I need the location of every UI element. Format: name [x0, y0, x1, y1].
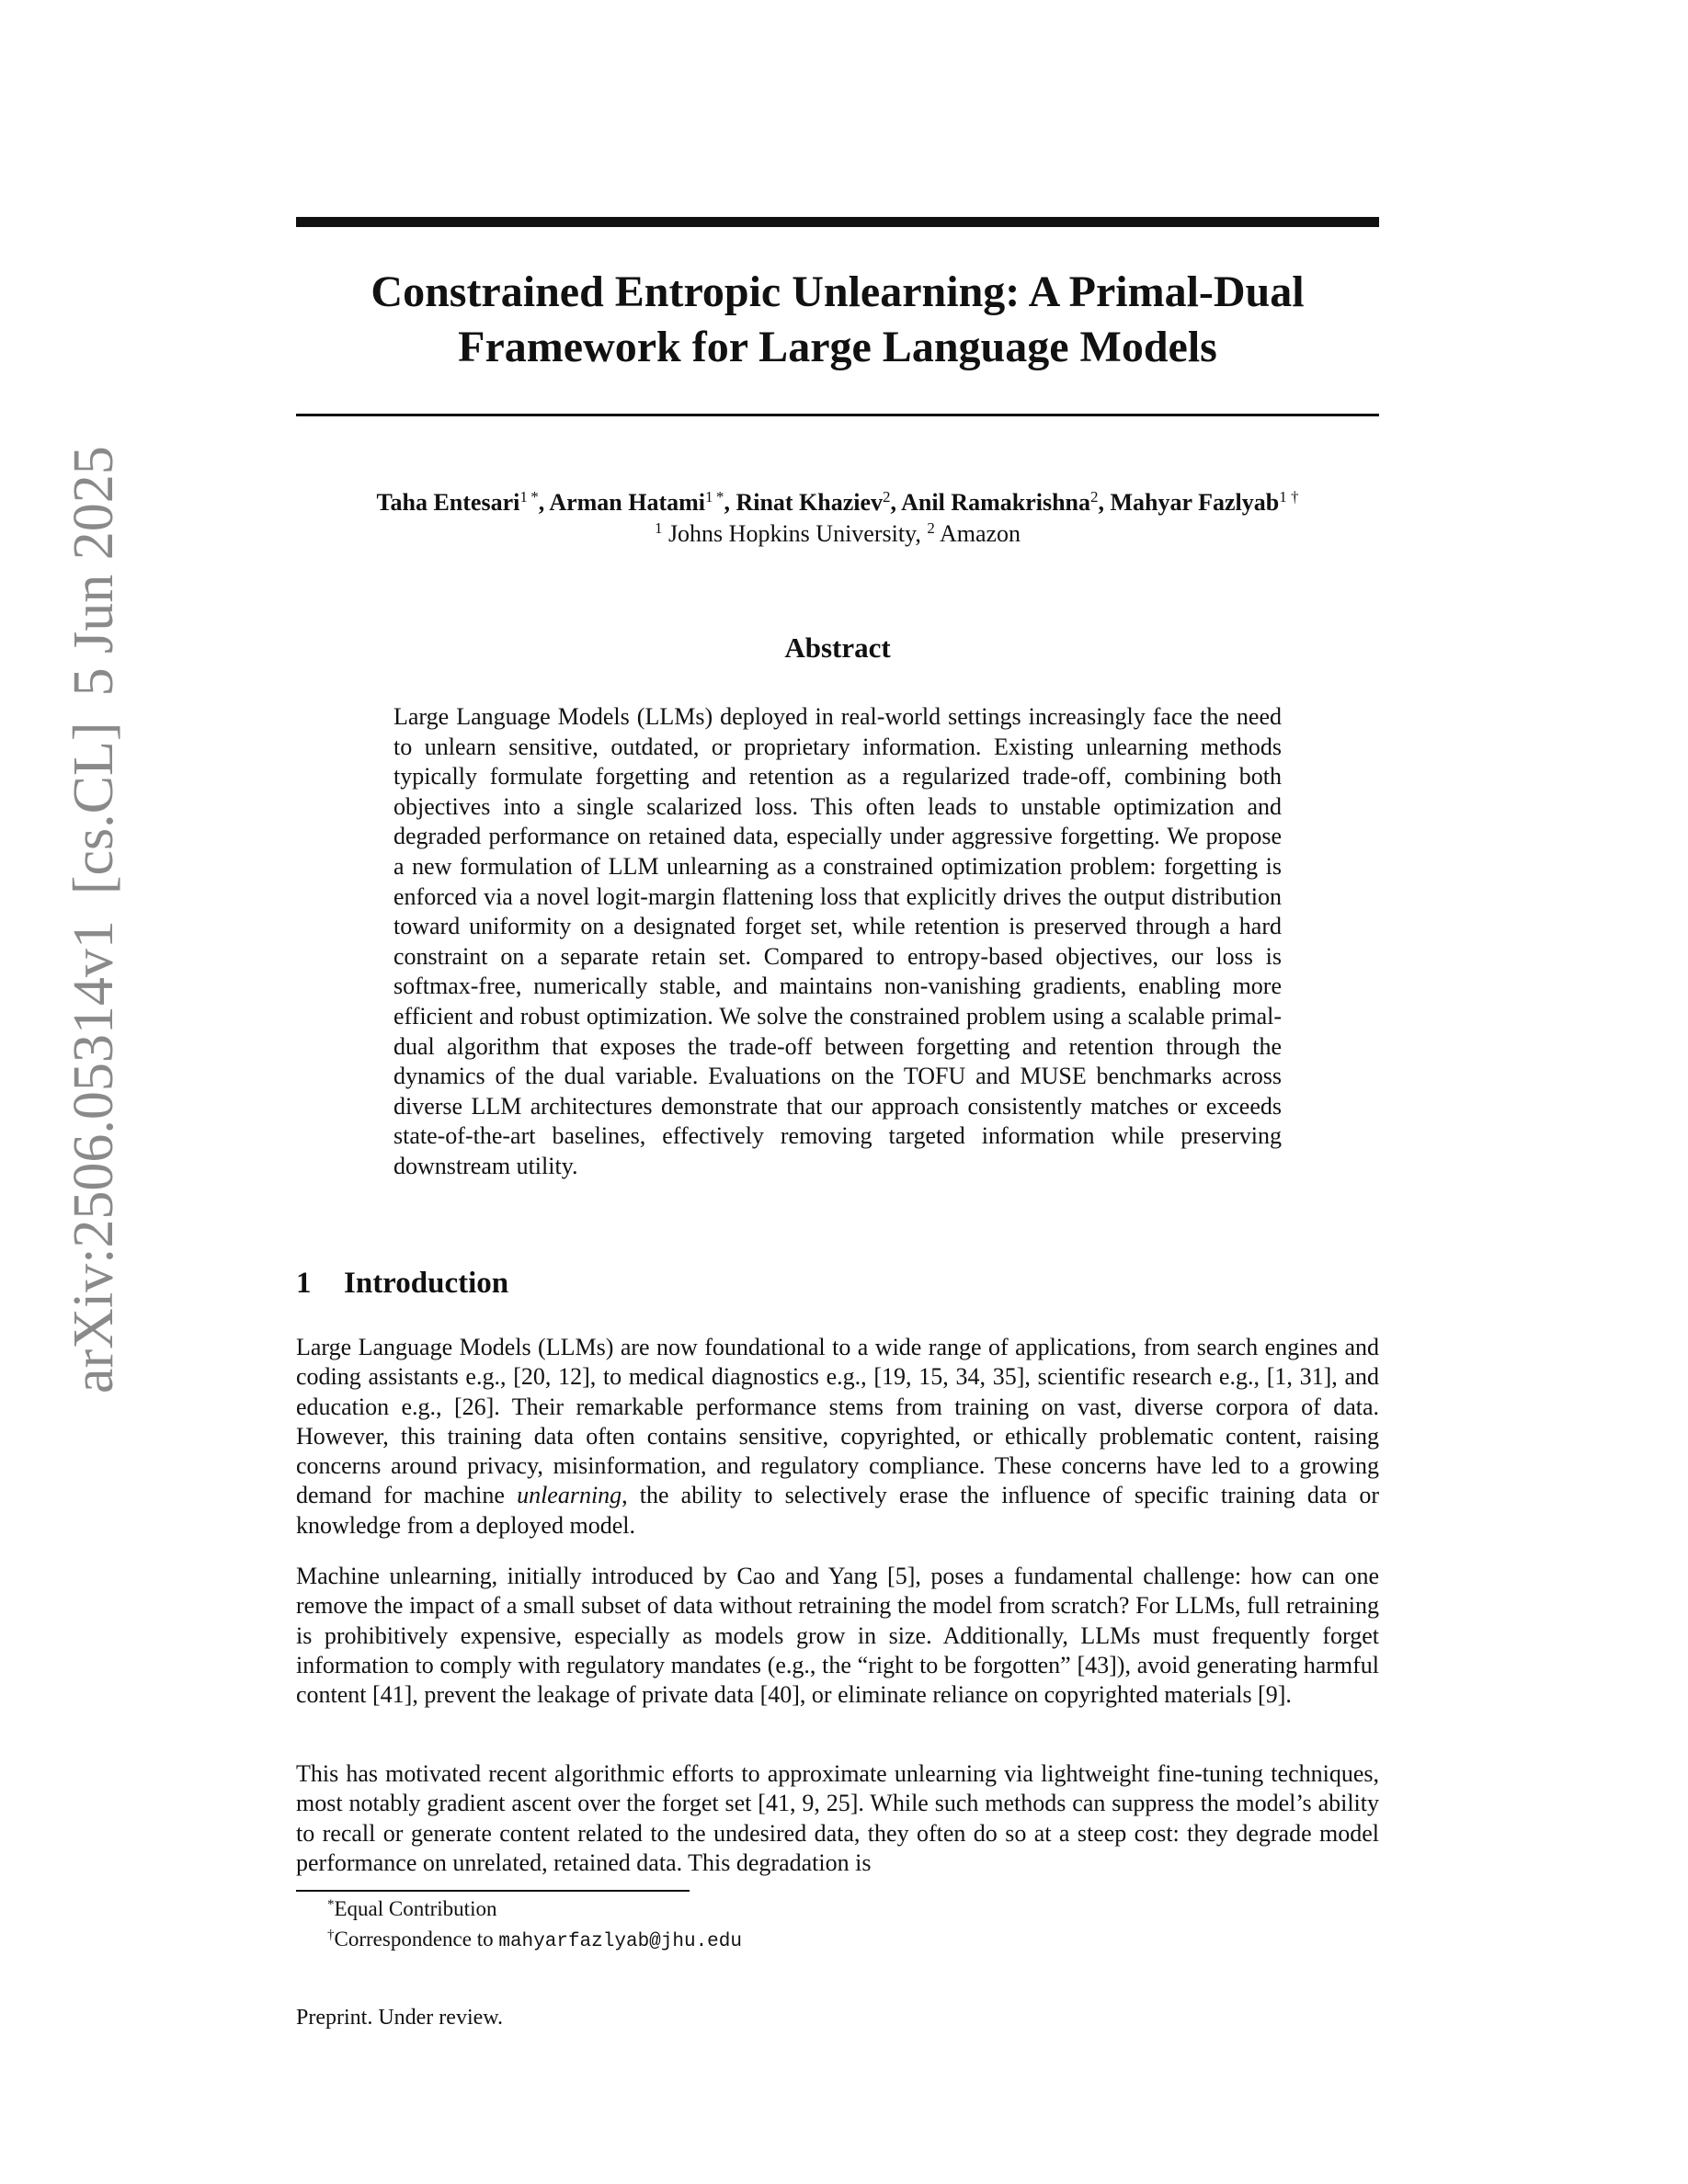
intro-paragraph-2: Machine unlearning, initially introduced by Cao and Yang [5], poses a fundamental challenge: how can one remove the impact of a small subset of data without retraining the model from scratch? For LLMs, full retraining is prohibitively expensive, especially as models grow in size. Additionally, LLMs must frequently forget information to comply with regulatory mandates (e.g., the “right to be forgotten” [43]), avoid generating harmful content [41], prevent the leakage of private data [40], or eliminate reliance on copyrighted materials [9].	[296, 1563, 1379, 1709]
footnote-mark: *	[327, 1897, 335, 1912]
correspondence-email: mahyarfazlyab@jhu.edu	[498, 1931, 742, 1952]
footnotes	[327, 1894, 742, 1957]
author-name: Taha Entesari	[376, 489, 520, 516]
title-bottom-rule	[296, 414, 1379, 416]
author-name: Anil Ramakrishna	[901, 489, 1091, 516]
footnote-text: Equal Contribution	[334, 1897, 497, 1920]
title-top-rule	[296, 217, 1379, 227]
intro-paragraph-1	[296, 1333, 1379, 1541]
paper-title-line-1: Constrained Entropic Unlearning: A Primal-Dual	[371, 267, 1305, 316]
author-list: Taha Entesari$^{1 *}$, Arman Hatami$^{1 *}$, Rinat Khaziev$^2$, Anil Ramakrishna$^2$, Mahyar Fazlyab$^{1 \dagger}$	[376, 488, 1299, 516]
author-name: Rinat Khaziev	[736, 489, 884, 516]
preprint-note: Preprint. Under review.	[296, 2006, 504, 2030]
affiliation-mark: 1	[654, 519, 663, 537]
footnote-correspondence	[327, 1924, 742, 1957]
author-affiliation-mark: 1 †	[1279, 488, 1299, 506]
section-title: Introduction	[344, 1267, 509, 1300]
author-affiliation-mark: 2	[883, 488, 891, 506]
intro-paragraph-1-part-b: , the ability to selectively erase the influence of specific training data or knowledge from a deployed model.	[296, 1482, 1379, 1539]
footnote-text: Correspondence to	[334, 1928, 499, 1951]
author-block	[296, 487, 1379, 550]
arxiv-side-stamp	[59, 446, 129, 1393]
section-heading	[296, 1265, 508, 1302]
affiliations	[296, 518, 1379, 550]
author-affiliation-mark: 1 *	[519, 488, 539, 506]
footnote-rule	[296, 1890, 690, 1892]
footnote-equal-contribution	[327, 1894, 742, 1924]
author-affiliation-mark: 2	[1090, 488, 1099, 506]
footnote-mark: †	[327, 1928, 335, 1942]
abstract-heading: Abstract	[784, 631, 891, 664]
affiliation-name: Amazon	[939, 520, 1021, 547]
author-affiliation-mark: 1 *	[705, 488, 724, 506]
author-name: Arman Hatami	[549, 489, 706, 516]
intro-paragraph-1-part-a: Large Language Models (LLMs) are now foundational to a wide range of applications, from search engines and coding assistants e.g., [20, 12], to medical diagnostics e.g., [19, 15, 34, 35], scientific research e.g., [1, 31], and education e.g., [26]. Their remarkable performance stems from training on vast, diverse corpora of data. However, this training data often contains sensitive, copyrighted, or ethically problematic content, raising concerns around privacy, misinformation, and regulatory compliance. These concerns have led to a growing demand for machine	[296, 1334, 1379, 1509]
arxiv-date: 5 Jun 2025	[63, 446, 125, 697]
section-number: 1	[296, 1267, 312, 1300]
paper-title	[296, 265, 1379, 375]
author-name: Mahyar Fazlyab	[1110, 489, 1280, 516]
paper-title-line-2: Framework for Large Language Models	[458, 323, 1217, 371]
arxiv-category: [cs.CL]	[63, 722, 125, 895]
abstract-text: Large Language Models (LLMs) deployed in real-world settings increasingly face the need to unlearn sensitive, outdated, or proprietary information. Existing unlearning methods typically formulate forgetting and retention as a regularized trade-off, combining both objectives into a single scalarized loss. This often leads to unstable optimization and degraded performance on retained data, especially under aggressive forgetting. We propose a new formulation of LLM unlearning as a constrained optimization problem: forgetting is enforced via a novel logit-margin flattening loss that explicitly drives the output distribution toward uniformity on a designated forget set, while retention is preserved through a hard constraint on a separate retain set. Compared to entropy-based objectives, our loss is softmax-free, numerically stable, and maintains non-vanishing gradients, enabling more efficient and robust optimization. We solve the constrained problem using a scalable primal-dual algorithm that exposes the trade-off between forgetting and retention through the dynamics of the dual variable. Evaluations on the TOFU and MUSE benchmarks across diverse LLM architectures demonstrate that our approach consistently matches or exceeds state-of-the-art baselines, effectively removing targeted information while preserving downstream utility.	[393, 703, 1282, 1179]
arxiv-id: arXiv:2506.05314v1	[63, 920, 125, 1393]
affiliation-mark: 2	[927, 519, 935, 537]
emphasized-term: unlearning	[517, 1482, 622, 1509]
intro-paragraph-3: This has motivated recent algorithmic efforts to approximate unlearning via lightweight fine-tuning techniques, most notably gradient ascent over the forget set [41, 9, 25]. While such methods can suppress the model’s ability to recall or generate content related to the undesired data, they often do so at a steep cost: they degrade model performance on unrelated, retained data. This degradation is	[296, 1760, 1379, 1876]
affiliation-name: Johns Hopkins University,	[667, 520, 921, 547]
